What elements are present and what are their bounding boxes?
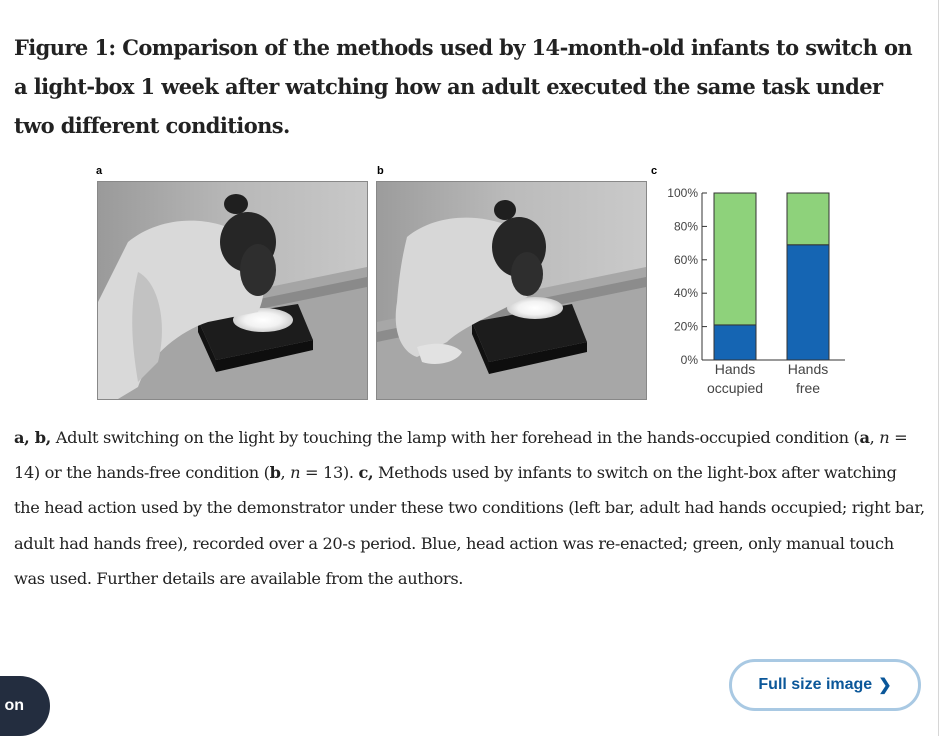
x-category-label: Hands <box>714 361 756 377</box>
bar-segment <box>714 193 756 325</box>
bar-segment <box>787 245 829 360</box>
x-category-label: occupied <box>706 380 764 396</box>
full-size-image-label: Full size image <box>758 676 873 693</box>
floating-action-label: on <box>4 697 24 714</box>
caption-sep-2: , <box>280 463 291 483</box>
figure-title: Figure 1: Comparison of the methods used by 14-month-old infants to switch on a light-box 1 week after watching how an adult executed the same task under two different conditions. <box>14 35 913 138</box>
y-tick-label: 0% <box>680 353 698 367</box>
photo-panel-a[interactable] <box>97 181 368 400</box>
chart-panel-c <box>640 176 860 406</box>
full-size-image-button[interactable] <box>729 659 921 711</box>
panel-label-c: c <box>651 165 658 177</box>
caption-n-value-2: = 13). <box>300 463 359 483</box>
caption-panels-ab: a, b, <box>14 428 51 447</box>
y-tick-label: 40% <box>673 286 698 301</box>
y-tick-label: 100% <box>667 186 698 200</box>
chevron-right-icon: ❯ <box>878 677 892 694</box>
panel-label-a: a <box>96 165 103 177</box>
y-tick-label: 20% <box>673 319 698 334</box>
figure-caption <box>14 420 926 596</box>
stacked-bar-chart <box>640 176 860 406</box>
caption-text-2: Methods used by infants to switch on the light-box after watching the head action used by the demonstrator under these two conditions (left bar, adult had hands occupied; right bar, adult had hands free), recorded over a 20-s period. Blue, head action was re-enacted; green, only manual touch was used. Further details are available from the authors. <box>14 463 925 588</box>
panel-label-b: b <box>377 165 384 177</box>
caption-n-symbol-1: n <box>879 428 890 447</box>
y-tick-label: 60% <box>673 252 698 267</box>
caption-text-1: Adult switching on the light by touching the lamp with her forehead in the hands-occupied condition ( <box>50 428 860 447</box>
y-tick-label: 80% <box>673 219 698 234</box>
caption-sep-1: , <box>869 428 880 447</box>
x-category-label: free <box>795 380 821 396</box>
photo-panel-b[interactable] <box>376 181 647 400</box>
caption-panel-c: c, <box>358 463 374 483</box>
caption-ref-a: a <box>859 428 870 447</box>
x-category-label: Hands <box>787 361 829 377</box>
caption-ref-b: b <box>269 463 281 483</box>
bar-segment <box>787 193 829 245</box>
bar-segment <box>714 325 756 360</box>
caption-n-symbol-2: n <box>290 463 301 483</box>
caption-n-value-1: = 14) or the hands-free condition ( <box>14 428 908 483</box>
